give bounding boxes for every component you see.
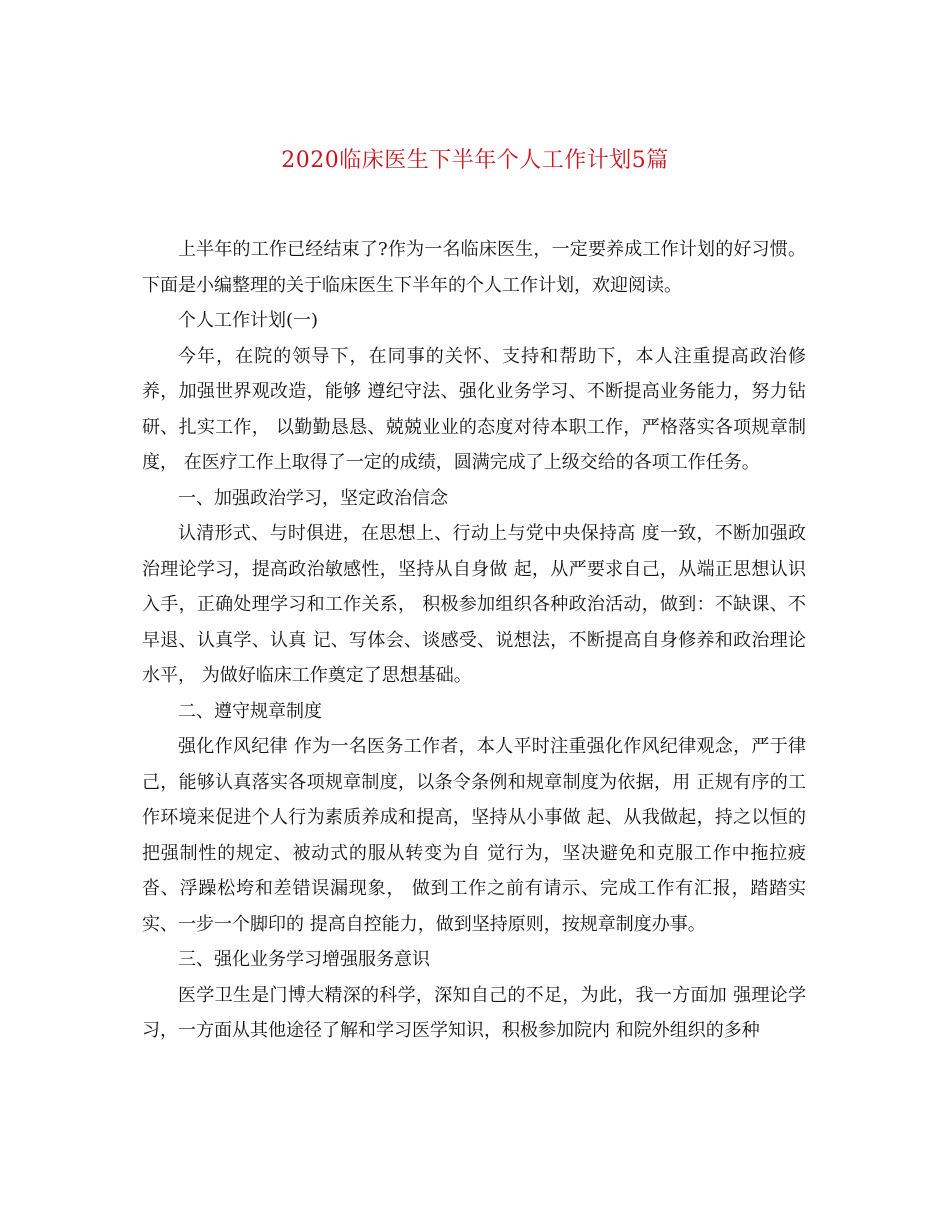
document-title: 2020临床医生下半年个人工作计划5篇 <box>281 148 669 173</box>
section-heading-plan-1: 个人工作计划(一) <box>178 310 319 331</box>
body-paragraph: 强化作风纪律 作为一名医务工作者，本人平时注重强化作风纪律观念，严于律 己，能够认真落实各项规章制度，以条令条例和规章制度为依据，用 正规有序的工作环境来促进个人行为素质养成和提高，坚持从小事做 起、从我做起，持之以恒的把强制性的规定、被动式的服从转变为自 觉行为，坚决避免和克服工作中拖拉疲沓、浮躁松垮和差错误漏现象， 做到工作之前有请示、完成工作有汇报，踏踏实实、一步一个脚印的 提高自控能力，做到坚持原则，按规章制度办事。 <box>142 736 806 935</box>
intro-paragraph: 上半年的工作已经结束了?作为一名临床医生，一定要养成工作计划的好习惯。下面是小编整理的关于临床医生下半年的个人工作计划，欢迎阅读。 <box>142 239 806 296</box>
section-heading-rules: 二、遵守规章制度 <box>178 700 322 722</box>
body-paragraph: 医学卫生是门博大精深的科学，深知自己的不足，为此，我一方面加 强理论学习，一方面从其他途径了解和学习医学知识，积极参加院内 和院外组织的多种 <box>142 984 806 1041</box>
document-body <box>142 232 806 1049</box>
section-heading-politics: 一、加强政治学习，坚定政治信念 <box>178 487 448 509</box>
body-paragraph: 今年，在院的领导下，在同事的关怀、支持和帮助下，本人注重提高政治修养，加强世界观改造，能够 遵纪守法、强化业务学习、不断提高业务能力，努力钻研、扎实工作， 以勤勤恳恳、兢兢业业的态度对待本职工作，严格落实各项规章制度， 在医疗工作上取得了一定的成绩，圆满完成了上级交给的各项工作任务。 <box>142 345 806 473</box>
body-paragraph: 认清形式、与时俱进，在思想上、行动上与党中央保持高 度一致，不断加强政治理论学习，提高政治敏感性，坚持从自身做 起，从严要求自己，从端正思想认识入手，正确处理学习和工作关系， 积极参加组织各种政治活动，做到：不缺课、不早退、认真学、认真 记、写体会、谈感受、说想法，不断提高自身修养和政治理论水平， 为做好临床工作奠定了思想基础。 <box>142 523 806 686</box>
section-heading-service: 三、强化业务学习增强服务意识 <box>178 949 430 970</box>
